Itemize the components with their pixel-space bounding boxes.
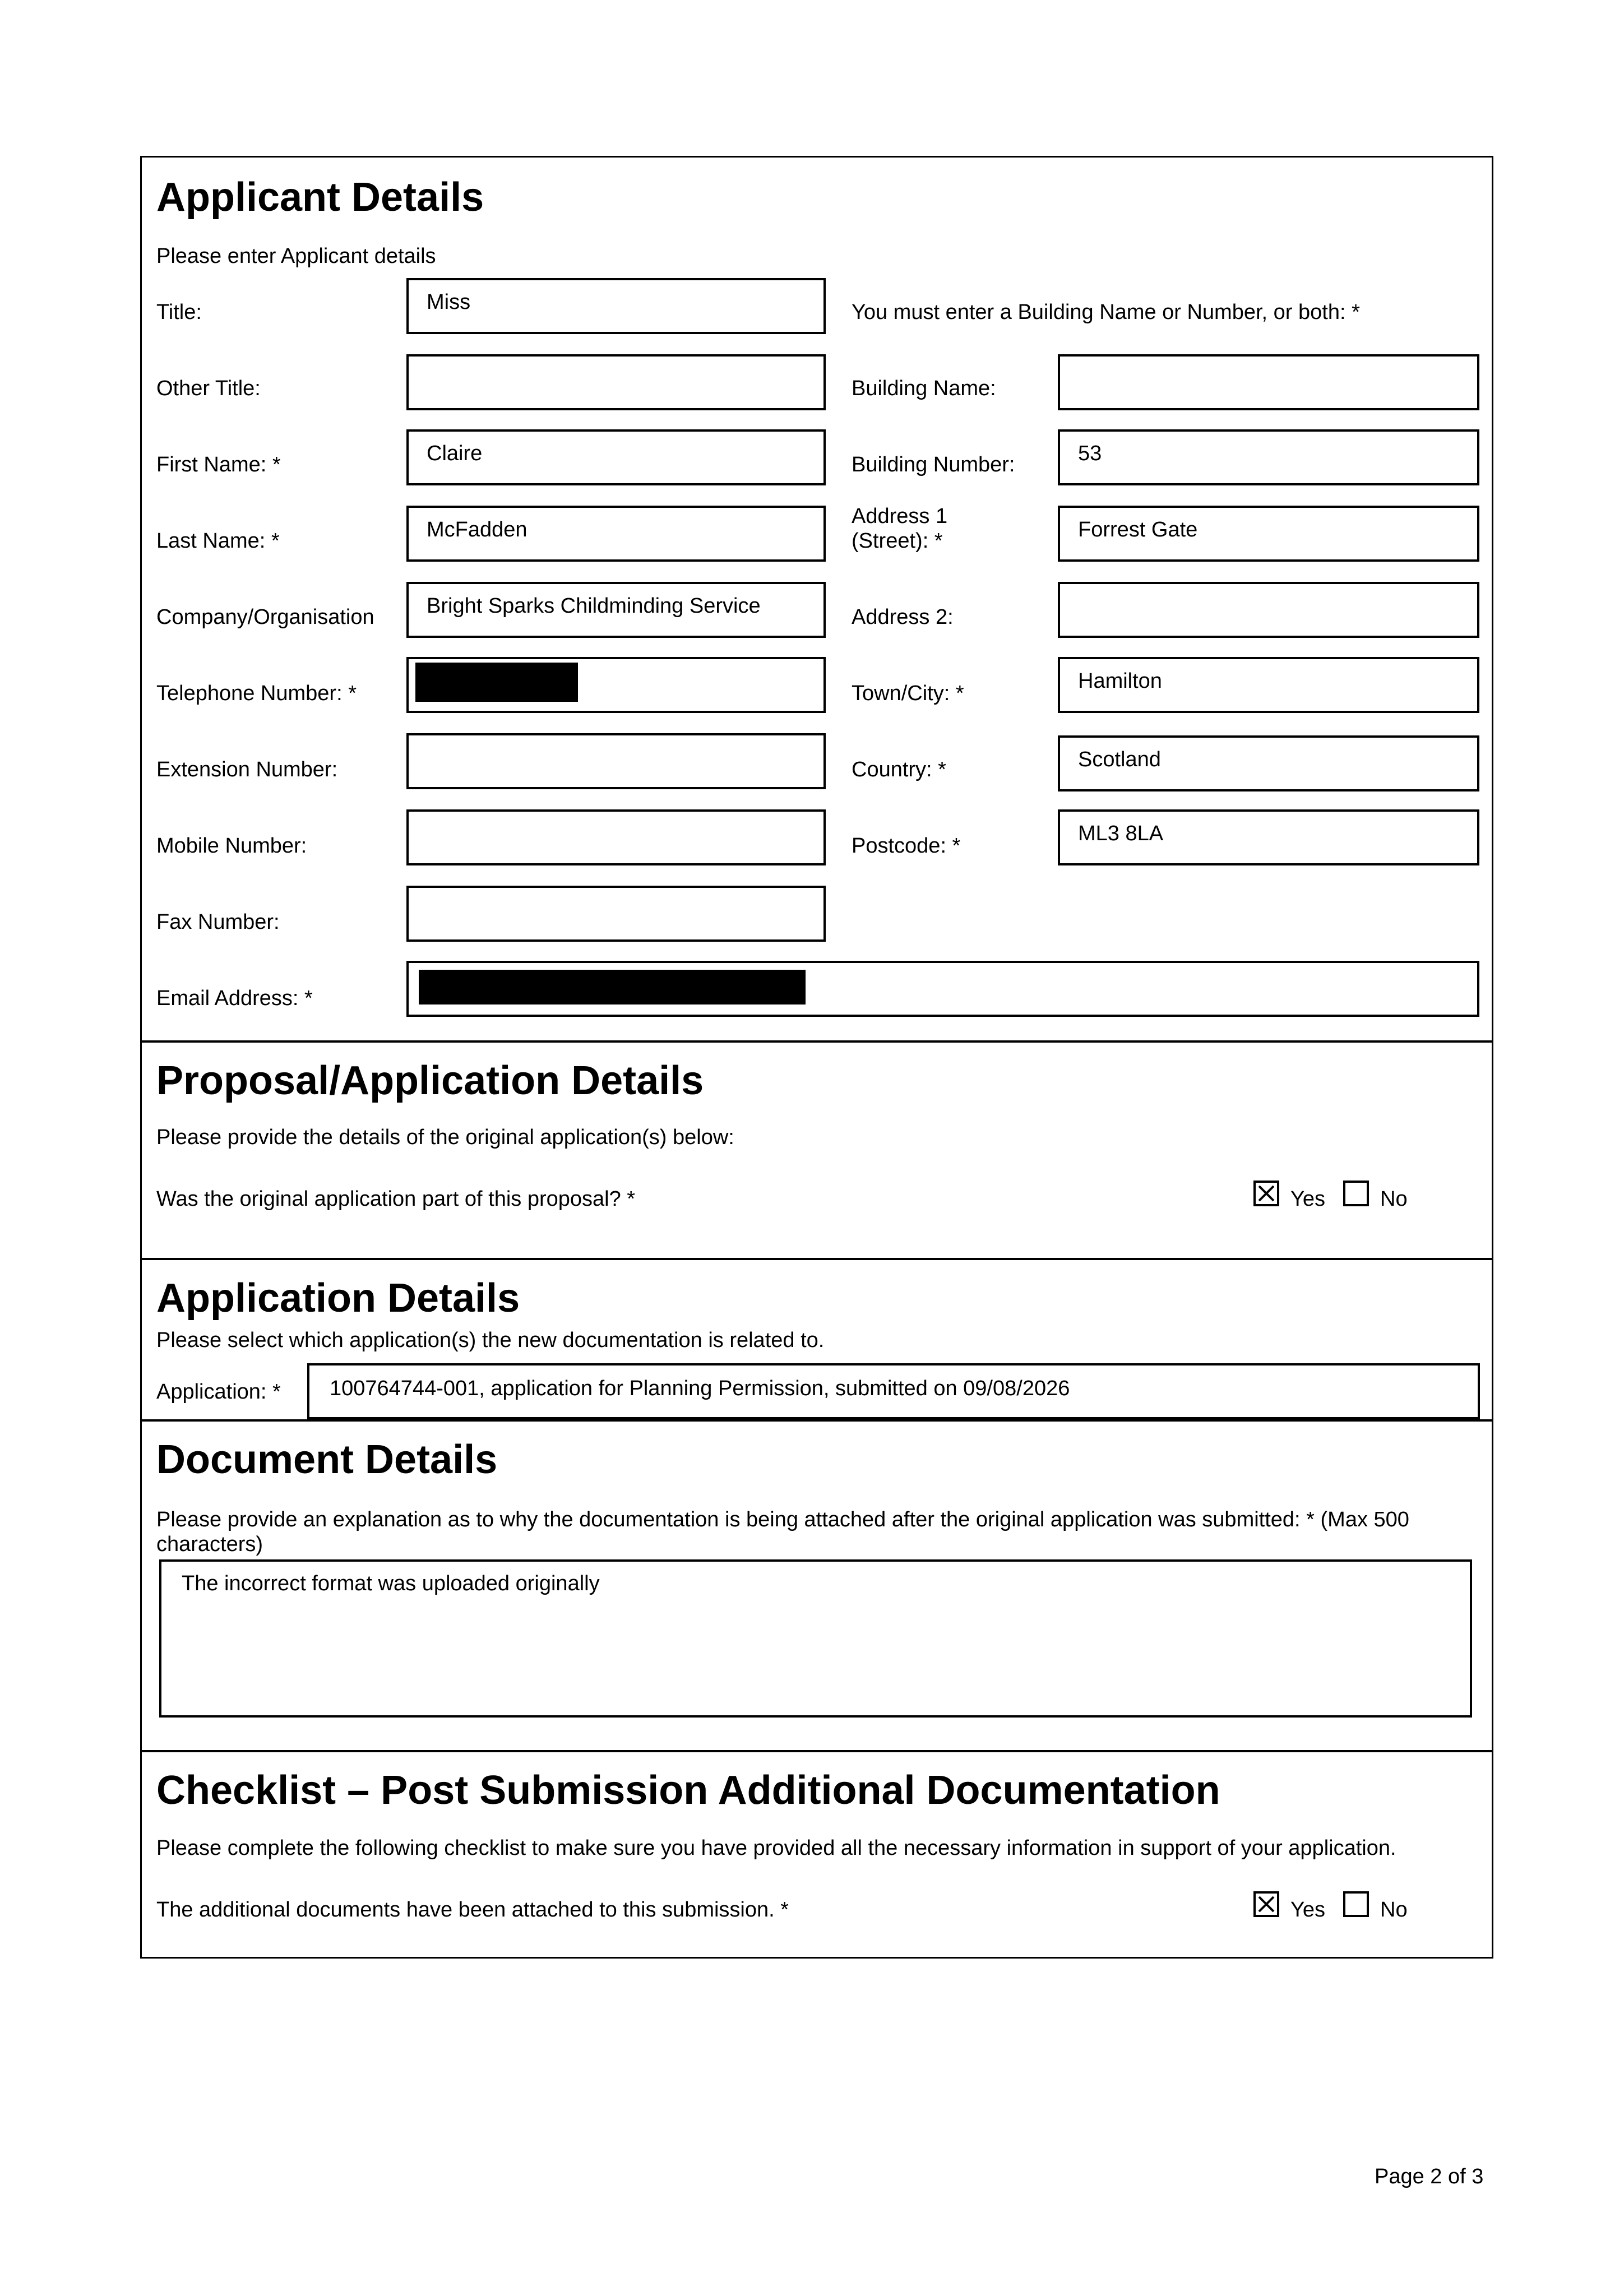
checklist-intro: Please complete the following checklist to make sure you have provided all the necessary information in support of your application.	[156, 1836, 1396, 1860]
applicant-heading: Applicant Details	[156, 175, 484, 220]
company-label: Company/Organisation	[156, 605, 374, 629]
address1-value: Forrest Gate	[1078, 518, 1198, 541]
section-divider	[140, 1040, 1493, 1043]
first-name-value: Claire	[427, 442, 483, 465]
title-label: Title:	[156, 300, 202, 324]
checklist-question: The additional documents have been attached to this submission. *	[156, 1898, 789, 1922]
building-name-label: Building Name:	[852, 377, 996, 400]
postcode-label: Postcode: *	[852, 834, 961, 858]
application-intro: Please select which application(s) the new documentation is related to.	[156, 1328, 825, 1352]
telephone-field[interactable]	[406, 657, 826, 713]
proposal-intro: Please provide the details of the original application(s) below:	[156, 1126, 734, 1149]
company-field[interactable]	[406, 582, 826, 638]
document-explanation-textarea[interactable]	[159, 1559, 1472, 1718]
checklist-yes-label: Yes	[1290, 1898, 1325, 1922]
building-number-field[interactable]	[1058, 429, 1479, 485]
building-note: You must enter a Building Name or Number, or both: *	[852, 300, 1360, 324]
fax-field[interactable]	[406, 886, 826, 942]
country-value: Scotland	[1078, 748, 1161, 771]
applicant-intro: Please enter Applicant details	[156, 244, 436, 268]
section-divider	[140, 1750, 1493, 1752]
country-label: Country: *	[852, 758, 946, 781]
email-label: Email Address: *	[156, 987, 313, 1010]
application-heading: Application Details	[156, 1276, 520, 1321]
title-value: Miss	[427, 290, 471, 314]
section-divider	[140, 1419, 1493, 1422]
email-redaction	[419, 970, 806, 1004]
document-explanation-value: The incorrect format was uploaded originally	[182, 1572, 600, 1595]
postcode-field[interactable]	[1058, 809, 1479, 865]
address1-label-line2: (Street): *	[852, 529, 943, 553]
telephone-redaction	[415, 663, 578, 702]
last-name-value: McFadden	[427, 518, 528, 541]
proposal-heading: Proposal/Application Details	[156, 1058, 704, 1103]
checked-x-icon	[1256, 1894, 1277, 1915]
proposal-no-checkbox[interactable]	[1343, 1181, 1369, 1206]
town-field[interactable]	[1058, 657, 1479, 713]
checklist-no-checkbox[interactable]	[1343, 1891, 1369, 1917]
checklist-heading: Checklist – Post Submission Additional Documentation	[156, 1768, 1220, 1813]
proposal-yes-checkbox[interactable]	[1253, 1181, 1279, 1206]
other-title-field[interactable]	[406, 354, 826, 410]
other-title-label: Other Title:	[156, 377, 261, 400]
telephone-label: Telephone Number: *	[156, 682, 357, 705]
application-field[interactable]	[307, 1363, 1480, 1419]
checklist-yes-checkbox[interactable]	[1253, 1891, 1279, 1917]
checklist-no-label: No	[1380, 1898, 1408, 1922]
application-value: 100764744-001, application for Planning Permission, submitted on 09/08/2026	[330, 1377, 1070, 1400]
mobile-label: Mobile Number:	[156, 834, 307, 858]
building-number-value: 53	[1078, 442, 1102, 465]
page-number: Page 2 of 3	[1375, 2165, 1484, 2188]
address2-label: Address 2:	[852, 605, 954, 629]
first-name-label: First Name: *	[156, 453, 281, 476]
email-field[interactable]	[406, 961, 1479, 1017]
address2-field[interactable]	[1058, 582, 1479, 638]
proposal-no-label: No	[1380, 1187, 1408, 1211]
last-name-label: Last Name: *	[156, 529, 280, 553]
country-field[interactable]	[1058, 735, 1479, 791]
mobile-field[interactable]	[406, 809, 826, 865]
extension-field[interactable]	[406, 733, 826, 789]
checked-x-icon	[1256, 1183, 1277, 1204]
company-value: Bright Sparks Childminding Service	[427, 594, 761, 618]
address1-field[interactable]	[1058, 506, 1479, 562]
fax-label: Fax Number:	[156, 910, 280, 934]
town-label: Town/City: *	[852, 682, 964, 705]
document-intro-line1: Please provide an explanation as to why the documentation is being attached after the original application was submitted: * (Max 500	[156, 1508, 1409, 1531]
last-name-field[interactable]	[406, 506, 826, 562]
postcode-value: ML3 8LA	[1078, 822, 1164, 845]
building-number-label: Building Number:	[852, 453, 1015, 476]
title-field[interactable]	[406, 278, 826, 334]
address1-label-line1: Address 1	[852, 504, 948, 528]
building-name-field[interactable]	[1058, 354, 1479, 410]
town-value: Hamilton	[1078, 669, 1162, 693]
document-intro-line2: characters)	[156, 1533, 263, 1556]
application-label: Application: *	[156, 1380, 281, 1404]
extension-label: Extension Number:	[156, 758, 338, 781]
proposal-yes-label: Yes	[1290, 1187, 1325, 1211]
proposal-question: Was the original application part of this proposal? *	[156, 1187, 636, 1211]
first-name-field[interactable]	[406, 429, 826, 485]
document-heading: Document Details	[156, 1437, 498, 1482]
section-divider	[140, 1258, 1493, 1260]
